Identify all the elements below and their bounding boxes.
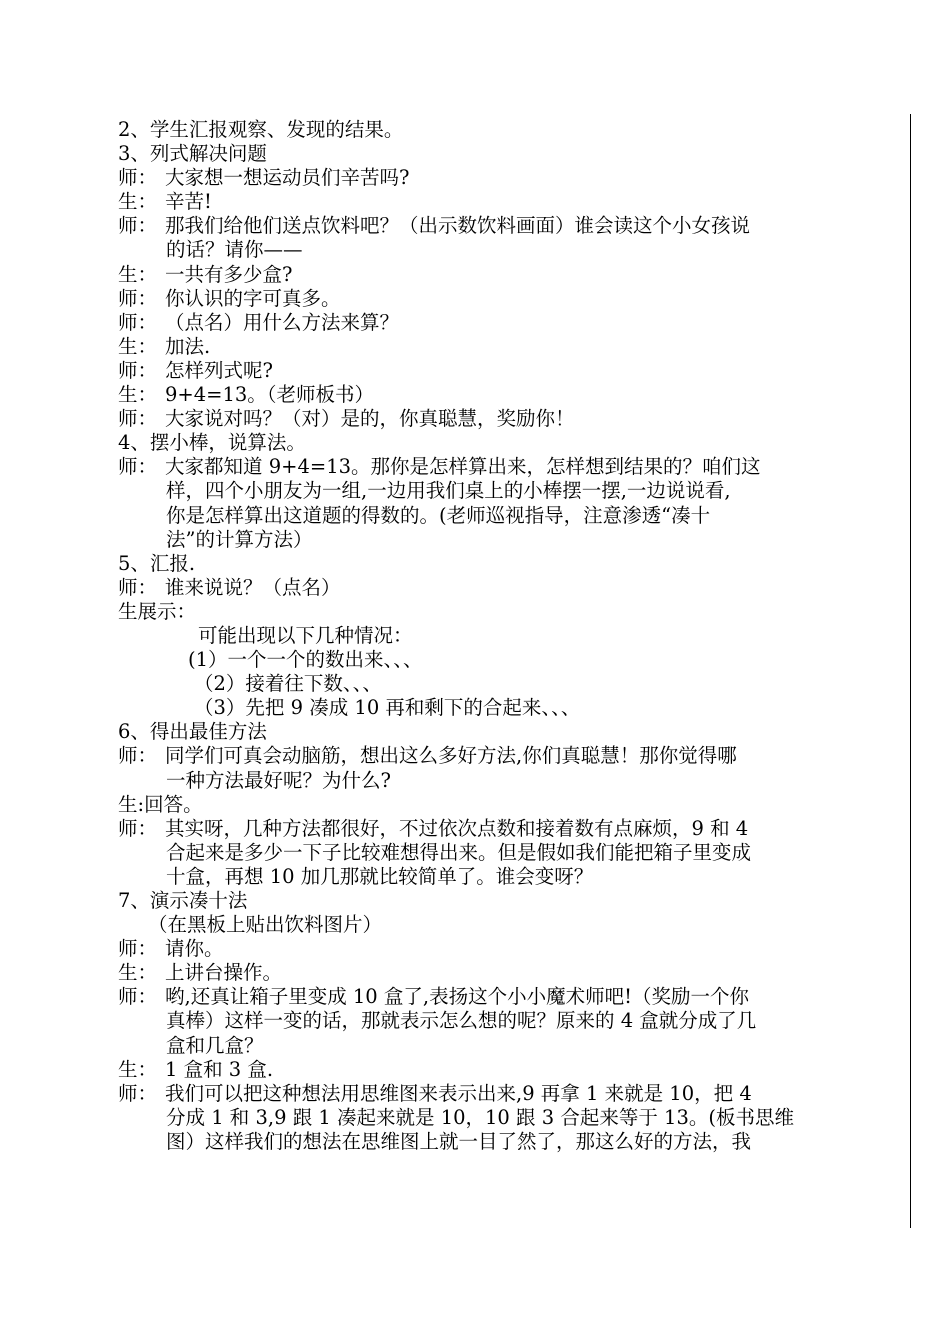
text-line: 2、学生汇报观察、发现的结果。	[118, 118, 404, 141]
text-line: 师： 怎样列式呢?	[118, 358, 273, 382]
lesson-transcript	[118, 118, 838, 1154]
text-line-continued: 图）这样我们的想法在思维图上就一目了然了，那这么好的方法，我	[166, 1129, 752, 1153]
text-line: 生:回答。	[118, 792, 203, 816]
speaker-label: 师：	[118, 744, 158, 768]
section-heading: 5、汇报.	[118, 551, 196, 575]
text-line-continued: 你是怎样算出这道题的得数的。(老师巡视指导，注意渗透“凑十	[166, 503, 711, 527]
text-line-continued: 样，四个小朋友为一组,一边用我们桌上的小棒摆一摆,一边说说看,	[166, 479, 731, 503]
text-line: 生： 1 盒和 3 盒.	[118, 1057, 274, 1081]
speaker-label: 师：	[118, 455, 158, 479]
text-line: 师： 那我们给他们送点饮料吧？（出示数饮料画面）谁会读这个小女孩说	[118, 214, 751, 238]
text-line: 生展示：	[118, 599, 197, 623]
speaker-label: 师：	[118, 937, 158, 961]
section-heading: 4、摆小棒，说算法。	[118, 431, 306, 455]
section-heading: 6、得出最佳方法	[118, 720, 267, 744]
text-line: 师： （点名）用什么方法来算？	[118, 310, 400, 334]
text-line: 师： 你认识的字可真多。	[118, 286, 341, 310]
list-item: （2）接着往下数、、、	[194, 672, 382, 696]
text-line: 师： 大家都知道 9+4=13。那你是怎样算出来，怎样想到结果的？咱们这	[118, 455, 761, 479]
speaker-label: 师：	[118, 1081, 158, 1105]
speaker-label: 师：	[118, 816, 158, 840]
speaker-label: 生：	[118, 383, 158, 407]
text-line-continued: 法”的计算方法）	[166, 527, 313, 551]
text-line: 师： 大家说对吗？（对）是的，你真聪慧，奖励你！	[118, 407, 575, 431]
text-line: 生： 加法.	[118, 334, 211, 358]
speaker-label: 师：	[118, 214, 158, 238]
text-line: 师： 谁来说说？（点名）	[118, 575, 341, 599]
text-line-continued: 十盒，再想 10 加几那就比较简单了。谁会变呀？	[166, 864, 594, 888]
text-line-indented: （在黑板上贴出饮料图片）	[148, 913, 383, 937]
list-item: （3）先把 9 凑成 10 再和剩下的合起来、、、	[194, 696, 581, 720]
speaker-label: 生：	[118, 190, 158, 214]
speaker-label: 师：	[118, 985, 158, 1009]
text-line: 师： 大家想一想运动员们辛苦吗?	[118, 166, 410, 190]
text-line-continued: 分成 1 和 3,9 跟 1 凑起来就是 10，10 跟 3 合起来等于 13。(板书思维	[166, 1105, 794, 1129]
text-line: 生： 9+4=13。（老师板书）	[118, 383, 375, 407]
text-line: 师： 哟,还真让箱子里变成 10 盒了,表扬这个小小魔术师吧!（奖励一个你	[118, 985, 749, 1009]
text-line-continued: 合起来是多少一下子比较难想得出来。但是假如我们能把箱子里变成	[166, 840, 752, 864]
text-line: 3、列式解决问题	[118, 142, 267, 166]
speaker-label: 师：	[118, 286, 158, 310]
text-line-continued: 的话？请你——	[166, 238, 303, 262]
text-line-continued: 真棒）这样一变的话，那就表示怎么想的呢？原来的 4 盒就分成了几	[166, 1009, 757, 1033]
speaker-label: 师：	[118, 407, 158, 431]
text-line-indented: 可能出现以下几种情况：	[198, 623, 413, 647]
speaker-label: 生：	[118, 1057, 158, 1081]
text-line-continued: 一种方法最好呢？为什么?	[166, 768, 391, 792]
text-line: 师： 我们可以把这种想法用思维图来表示出来,9 再拿 1 来就是 10，把 4	[118, 1081, 752, 1105]
text-line: 师： 同学们可真会动脑筋，想出这么多好方法,你们真聪慧！那你觉得哪	[118, 744, 737, 768]
text-line: 师： 其实呀，几种方法都很好，不过依次点数和接着数有点麻烦，9 和 4	[118, 816, 749, 840]
right-margin-rule	[910, 114, 911, 1228]
speaker-label: 生：	[118, 262, 158, 286]
text-line: 生： 辛苦!	[118, 190, 212, 214]
speaker-label: 师：	[118, 358, 158, 382]
speaker-label: 师：	[118, 166, 158, 190]
speaker-label: 生：	[118, 961, 158, 985]
text-line: 生： 一共有多少盒?	[118, 262, 293, 286]
speaker-label: 师：	[118, 575, 158, 599]
text-line: 生： 上讲台操作。	[118, 961, 283, 985]
speaker-label: 生：	[118, 334, 158, 358]
list-item: (1）一个一个的数出来、、、	[188, 648, 423, 672]
section-heading: 7、演示凑十法	[118, 889, 248, 912]
speaker-label: 师：	[118, 310, 158, 334]
text-line-continued: 盒和几盒？	[166, 1033, 264, 1057]
text-line: 师： 请你。	[118, 937, 224, 961]
